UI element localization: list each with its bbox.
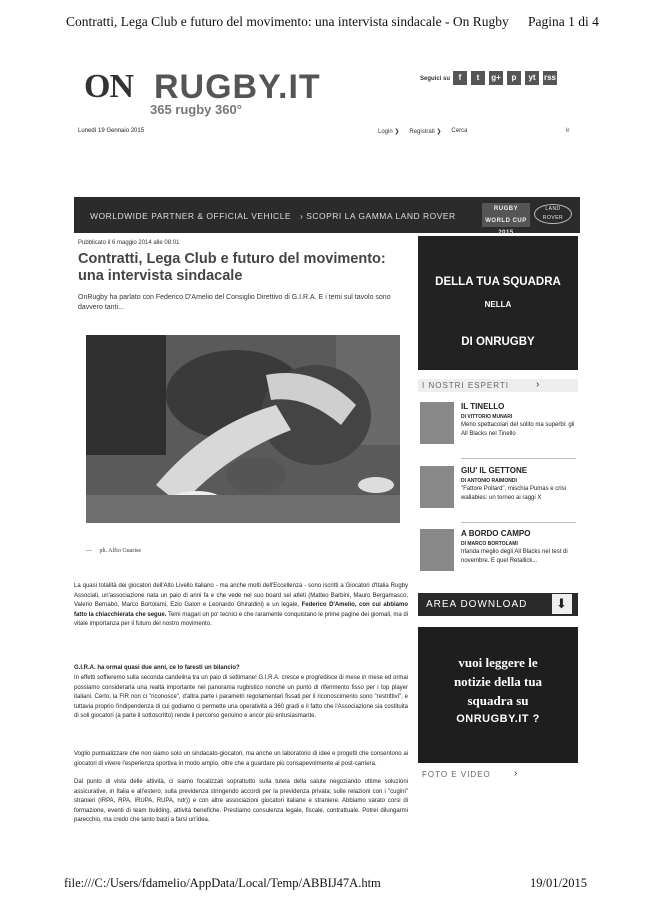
photo-credit: ph. Alfio Guarise [99, 548, 141, 554]
foto-video-header[interactable] [418, 768, 578, 781]
expert-author: DI VITTORIO MUNARI [461, 414, 513, 420]
logo-main: RUGBY.IT [154, 68, 321, 106]
experts-arrow-icon: › [536, 379, 540, 390]
article-published-date: Pubblicato il 6 maggio 2014 alle 08:01 [78, 240, 180, 246]
article-title: Contratti, Lega Club e futuro del movimento: una intervista sindacale [78, 251, 386, 284]
search-link[interactable]: Cerca [451, 128, 468, 134]
ad2-brand: ONRUGBY.IT ? [456, 713, 540, 725]
pinterest-icon[interactable]: p [507, 71, 521, 85]
register-link[interactable]: Registrati ❯ [409, 129, 442, 135]
expert-divider [461, 522, 576, 523]
article-paragraph-3: Voglio puntualizzare che non siamo solo un sindacato-giocatori, ma anche un laboratorio di idee e progetti che consentono ai giocatori di vivere l'esperienza sportiva in modo ampio, oltre che a guardare più consapevolmente al post-carriera. [74, 751, 408, 767]
rugby-ruck-photo [86, 335, 400, 523]
experts-title: I NOSTRI ESPERTI [422, 381, 509, 390]
ir-text: ir [566, 128, 570, 134]
expert-avatar [420, 529, 454, 571]
land-rover-logo: LAND ROVER [534, 204, 572, 224]
social-icons [453, 71, 557, 85]
team-ad-banner[interactable] [418, 236, 578, 370]
expert-author: DI ANTONIO RAIMONDI [461, 478, 517, 484]
ad1-line2: NELLA [484, 300, 512, 309]
expert-avatar [420, 466, 454, 508]
article-lead: OnRugby ha parlato con Federico D'Amelio del Consiglio Direttivo di G.I.R.A. E i temi sul tavolo sono davvero tanti... [78, 294, 391, 311]
login-link[interactable]: Login ❯ [378, 129, 400, 135]
photo-caption: — ph. Alfio Guarise [86, 548, 141, 554]
rugby-world-cup-badge: RUGBY WORLD CUP 2015 [482, 203, 530, 227]
ad1-line3: DI ONRUGBY [461, 336, 535, 348]
expert-text[interactable]: "Fattore Pollard", mischia Pumas e crisi wallabies: un torneo ai raggi X [461, 486, 566, 501]
expert-author: DI MARCO BORTOLAMI [461, 541, 518, 547]
print-header-page: Pagina 1 di 4 [528, 14, 599, 29]
expert-column[interactable]: IL TINELLO [461, 402, 505, 411]
facebook-icon[interactable]: f [453, 71, 467, 85]
banner-partner-text: WORLDWIDE PARTNER & OFFICIAL VEHICLE [90, 211, 292, 221]
area-download-label: AREA DOWNLOAD [426, 599, 528, 610]
article-paragraph-2: In effetti soffieremo sulla seconda candelina tra un paio di settimane! G.I.R.A. cresce e progredisce di mese in mese ed ormai possiamo considerarla una realtà importante nel panorama rugbistico nonché un punto di riferimento fisso per i top player italiani. Certo, la FIR non ci "riconosce", d'altra parte i parametri regolamentari fissati per il riconoscimento sono "restrittivi", e tuttavia proprio l'indipendenza di cui godiamo ci permette una operatività a 360 gradi e il fatto che l'Associazione sia costituita di soli giocatori (a parte il sottoscritto) rende il percorso genuino e ancor più entusiasmante. [74, 675, 408, 719]
print-footer-date: 19/01/2015 [530, 876, 587, 890]
app-ad-banner[interactable] [418, 627, 578, 763]
expert-column[interactable]: A BORDO CAMPO [461, 529, 531, 538]
expert-text[interactable]: Meno spettacolari del solito ma superbi: gli All Blacks nel Tinello [461, 422, 575, 437]
expert-divider [461, 458, 576, 459]
article-paragraph-1: La quasi totalità dei giocatori dell'Alto Livello italiano - ma anche molti dell'Eccellenza - sono iscritti a Giocatori d'Italia Rugby Associati, un'associazione nata un paio di anni fa e che vede nel suo board sei atleti (Matteo Barbini, Mauro Bergamasco, Valerio Bernabò, Marco Bortolami, Ezio Galon e Leonardo Ghiraldini) e un legale, Federico D'Amelio, con cui abbiamo fatto la chiacchierata che segue. Temi magari un po' tecnici e che raramente conquistano le prime pagine dei giornali, ma di vitale importanza per il futuro del nostro movimento. [74, 583, 409, 627]
banner-cta-link[interactable]: › SCOPRI LA GAMMA LAND ROVER [300, 211, 456, 221]
top-links [378, 128, 467, 135]
logo-on: ON [84, 68, 133, 105]
follow-label: Seguici su [420, 76, 451, 82]
site-date: Lunedì 19 Gennaio 2015 [78, 128, 145, 134]
land-rover-banner[interactable] [74, 197, 580, 236]
ad2-text: vuoi leggere le notizie della tua squadra su ONRUGBY.IT ? [418, 653, 578, 729]
area-download-bar[interactable] [418, 593, 578, 616]
foto-video-title: FOTO E VIDEO [422, 770, 491, 779]
expert-text[interactable]: Irlanda meglio degli All Blacks nel test di novembre. E quel Retallick... [461, 549, 568, 564]
article-paragraph-4: Dal punto di vista delle attività, ci siamo focalizzati soprattutto sulla tutela della salute negoziando ottime soluzioni assicurative, in Italia e all'estero; sulla previdenza stringendo accordi per la previdenza privata; sulle relazioni con i "cugini" stranieri (IRPA, RPA, IRUPA, RUPA, ndr)) e con altre associazioni giocatori italiane e straniere. Abbiamo varato corsi di formazione, eventi di team building, attività benefiche. Prestiamo consulenza legale, fiscale, contrattuale. Potrei dilungarmi parecchio, ma credo che tanto basti a farsi un'idea. [74, 779, 408, 823]
logo-subtitle: 365 rugby 360° [150, 102, 242, 117]
print-header-title: Contratti, Lega Club e futuro del movimento: una intervista sindacale - On Rugby [66, 14, 509, 29]
foto-video-arrow-icon: › [514, 768, 518, 779]
google-plus-icon[interactable]: g+ [489, 71, 503, 85]
site-logo[interactable] [84, 68, 354, 118]
download-arrow-icon: ⬇ [552, 594, 572, 614]
rss-icon[interactable]: rss [543, 71, 557, 85]
print-footer-path: file:///C:/Users/fdamelio/AppData/Local/Temp/ABBIJ47A.htm [64, 876, 381, 890]
expert-column[interactable]: GIU' IL GETTONE [461, 466, 528, 475]
youtube-icon[interactable]: yt [525, 71, 539, 85]
article-photo [86, 335, 400, 523]
twitter-icon[interactable]: t [471, 71, 485, 85]
ad1-line1: DELLA TUA SQUADRA [435, 276, 561, 288]
expert-avatar [420, 402, 454, 444]
article-question-1: G.I.R.A. ha ormai quasi due anni, ce lo faresti un bilancio? [74, 665, 240, 671]
experts-header[interactable] [418, 379, 578, 392]
